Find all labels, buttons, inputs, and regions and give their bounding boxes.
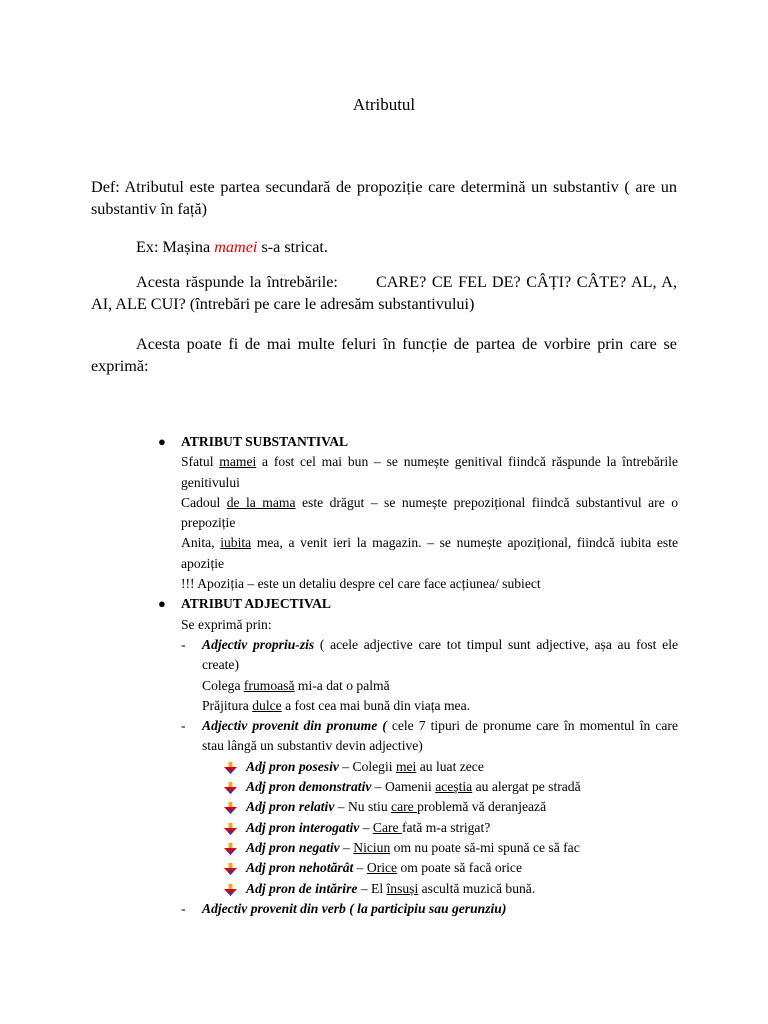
- questions-paragraph: [91, 271, 677, 315]
- arrow-down-icon: [224, 863, 237, 875]
- pronoun-subitem: Adj pron demonstrativ – Oamenii aceștia au alergat pe stradă: [202, 777, 678, 797]
- arrow-down-icon: [224, 762, 237, 774]
- substantival-example-prepositional: Cadoul de la mama este drăgut – se numește prepozițional fiindcă substantivul are o prepoziție: [181, 494, 679, 531]
- questions-list: CARE? CE FEL DE? CÂȚI? CÂTE? AL, A, AI, ALE CUI? (întrebări pe care le adresăm substantivului): [91, 273, 677, 313]
- arrow-down-icon: [224, 802, 237, 814]
- pronoun-subitem: Adj pron relativ – Nu stiu care problemă vă deranjează: [202, 797, 678, 817]
- adjective-pronoun-label: Adjectiv provenit din pronume (: [202, 718, 387, 734]
- adjective-proper-label: Adjectiv propriu-zis: [202, 636, 315, 652]
- arrow-down-icon: [224, 823, 237, 835]
- substantival-example-genitival: Sfatul mamei a fost cel mai bun – se numește genitival fiindcă răspunde la întrebările genitivului: [181, 454, 678, 490]
- adjective-proper-example-2: Prăjitura dulce a fost cea mai bună din viața mea.: [202, 697, 471, 713]
- pronoun-subitem: Adj pron de intărire – El însuși ascultă muzică bună.: [202, 879, 678, 899]
- adjectival-block: [156, 594, 678, 919]
- example-paragraph: [91, 236, 677, 258]
- substantival-heading: ATRIBUT SUBSTANTIVAL: [181, 434, 349, 449]
- definition-paragraph: Def: Atributul este partea secundară de propoziție care determină un substantiv ( are un substantiv în față): [91, 178, 677, 218]
- questions-lead: Acesta răspunde la întrebările:: [136, 273, 338, 291]
- adjective-verb-item: [181, 899, 678, 919]
- types-section: [156, 432, 678, 919]
- example-before: Ex: Mașina: [136, 238, 215, 256]
- dash: -: [181, 900, 186, 916]
- adjective-pronoun-item: - Adjectiv provenit din pronume ( cele 7 tipuri de pronume care în momentul în care stau lângă un substantiv devin adjective) Adj pron posesiv – Colegii mei au luat zece Adj pron demonstrativ – Oamenii aceștia au alergat pe stradă Adj pron relativ – Nu stiu care problemă vă deranjează Adj pron interogativ – Care fată m-a strigat? Adj pron negativ – Niciun om nu poate să-mi spună ce să fac Adj pron nehotărât – Orice om poate să facă orice Adj pron de intărire – El însuși ascultă muzică bună.: [181, 716, 678, 899]
- page-title: Atributul: [352, 95, 416, 114]
- arrow-down-icon: [224, 884, 237, 896]
- arrow-down-icon: [224, 782, 237, 794]
- adjectival-heading: ATRIBUT ADJECTIVAL: [181, 596, 331, 612]
- pronoun-subitem: Adj pron negativ – Niciun om nu poate să-mi spună ce să fac: [202, 838, 678, 858]
- adjective-proper-item: - Adjectiv propriu-zis ( acele adjective care tot timpul sunt adjective, așa au fost ele create) Colega frumoasă mi-a dat o palmă Prăjitura dulce a fost cea mai bună din viața mea.: [181, 635, 678, 716]
- adjective-verb-label: Adjectiv provenit din verb ( la participiu sau gerunziu): [202, 900, 507, 916]
- adjective-proper-example-1: Colega frumoasă mi-a dat o palmă: [202, 677, 390, 693]
- pronoun-subitem: Adj pron interogativ – Care fată m-a strigat?: [202, 818, 678, 838]
- example-highlight: mamei: [214, 238, 258, 256]
- example-after: s-a stricat.: [257, 238, 328, 256]
- substantival-example-appositional: Anita, iubita mea, a venit ieri la magazin. – se numește apozițional, fiindcă iubita este apoziție: [181, 535, 678, 571]
- dash: -: [181, 636, 186, 652]
- types-intro-paragraph: Acesta poate fi de mai multe feluri în funcție de partea de vorbire prin care se exprimă:: [91, 335, 677, 375]
- adjectival-intro: Se exprimă prin:: [181, 616, 272, 632]
- apposition-note: !!! Apoziția – este un detaliu despre cel care face acțiunea/ subiect: [181, 576, 541, 592]
- substantival-block: [156, 432, 678, 594]
- dash: -: [181, 718, 186, 734]
- arrow-down-icon: [224, 843, 237, 855]
- bullet-dot: ●: [158, 596, 166, 612]
- pronoun-subitem: Adj pron nehotărât – Orice om poate să facă orice: [202, 858, 678, 878]
- bullet-dot: ●: [158, 434, 166, 449]
- pronoun-subitem: Adj pron posesiv – Colegii mei au luat zece: [202, 757, 678, 777]
